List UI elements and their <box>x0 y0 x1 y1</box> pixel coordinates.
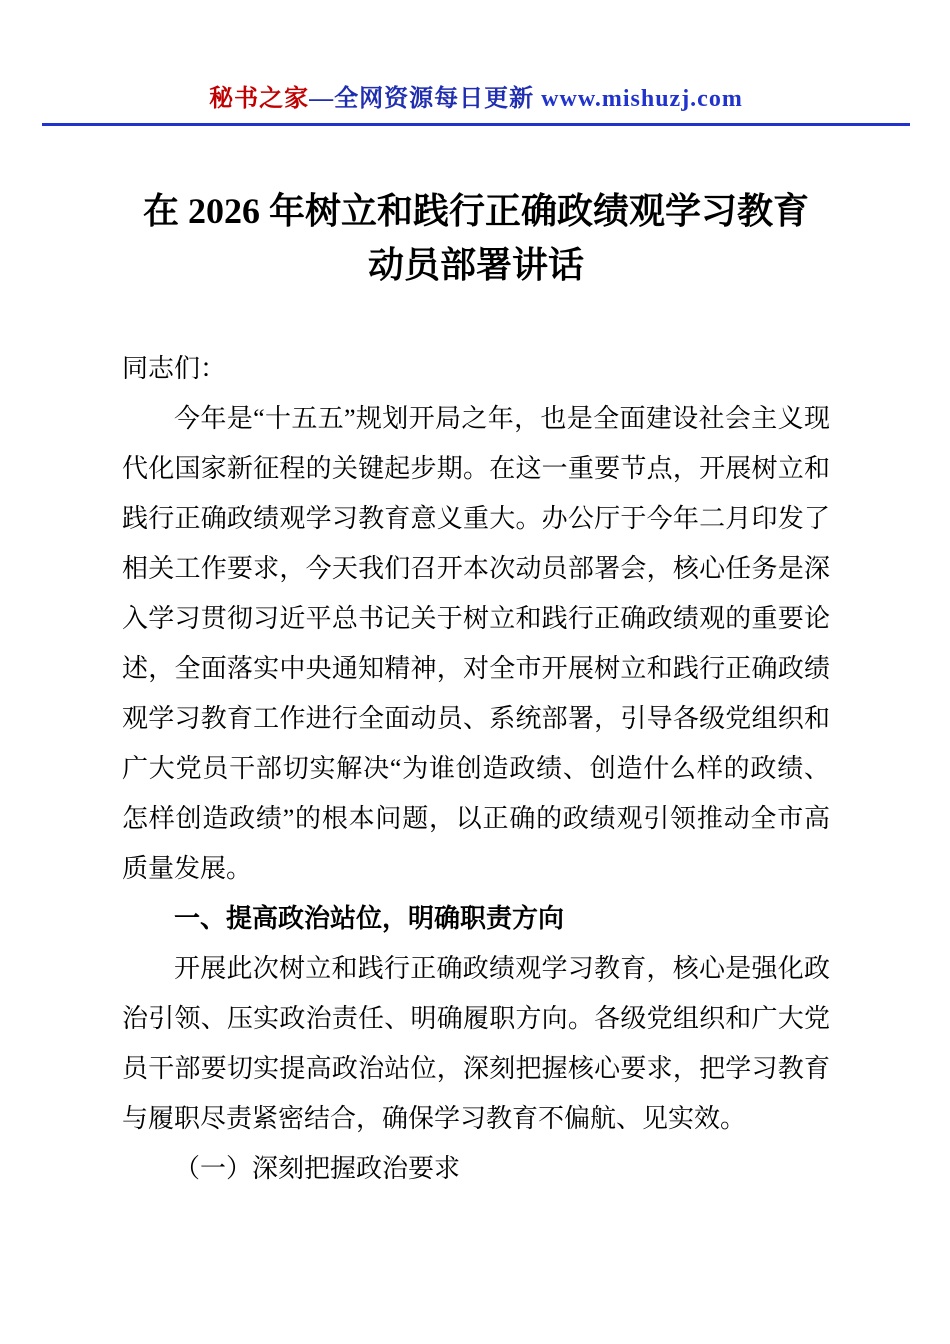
site-tagline: —全网资源每日更新 <box>309 86 542 112</box>
document-title <box>122 184 830 292</box>
subsection-heading-1-1: （一）深刻把握政治要求 <box>174 1154 461 1183</box>
document-body <box>122 344 830 1194</box>
paragraph-section-1: 开展此次树立和践行正确政绩观学习教育，核心是强化政治引领、压实政治责任、明确履职方向。各级党组织和广大党员干部要切实提高政治站位，深刻把握核心要求，把学习教育与履职尽责紧密结合，确保学习教育不偏航、见实效。 <box>122 954 830 1133</box>
site-url-link[interactable]: www.mishuzj.com <box>541 86 743 112</box>
document-title-line2: 动员部署讲话 <box>367 245 584 285</box>
paragraph-intro: 今年是“十五五”规划开局之年，也是全面建设社会主义现代化国家新征程的关键起步期。在这一重要节点，开展树立和践行正确政绩观学习教育意义重大。办公厅于今年二月印发了相关工作要求，今天我们召开本次动员部署会，核心任务是深入学习贯彻习近平总书记关于树立和践行正确政绩观的重要论述，全面落实中央通知精神，对全市开展树立和践行正确政绩观学习教育工作进行全面动员、系统部署，引导各级党组织和广大党员干部切实解决“为谁创造政绩、创造什么样的政绩、怎样创造政绩”的根本问题，以正确的政绩观引领推动全市高质量发展。 <box>122 404 830 883</box>
site-name: 秘书之家 <box>209 86 310 112</box>
salutation: 同志们： <box>122 354 227 383</box>
site-header <box>42 78 910 126</box>
document-title-line1: 在 2026 年树立和践行正确政绩观学习教育 <box>142 191 809 231</box>
section-heading-1: 一、提高政治站位，明确职责方向 <box>174 904 565 933</box>
